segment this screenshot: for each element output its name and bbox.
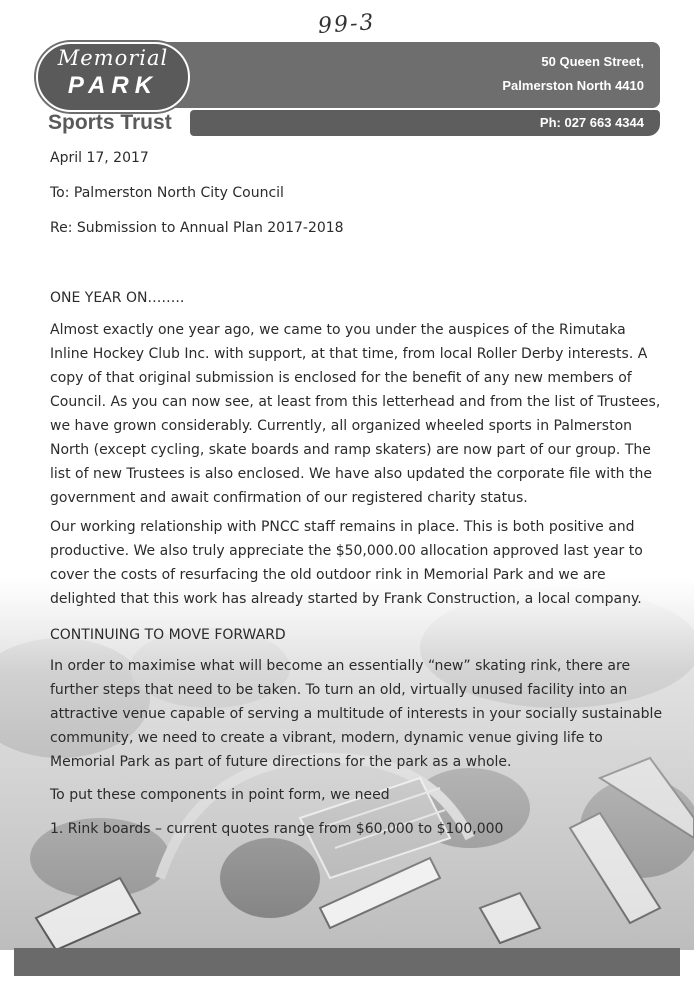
heading-continuing: CONTINUING TO MOVE FORWARD (50, 627, 286, 643)
paragraph-line: In order to maximise what will become an essentially “new” skating rink, there are (50, 658, 631, 674)
handwritten-page-number: 99-3 (317, 10, 377, 39)
address-line-2: Palmerston North 4410 (502, 78, 644, 93)
paragraph-line: Inline Hockey Club Inc. with support, at that time, from local Roller Derby interests. A (50, 346, 648, 362)
letter-date: April 17, 2017 (50, 150, 149, 166)
paragraph-line: Our working relationship with PNCC staff remains in place. This is both positive and (50, 519, 635, 535)
letter-subject: Re: Submission to Annual Plan 2017-2018 (50, 220, 344, 236)
logo-sports-trust-text: Sports Trust (48, 111, 172, 134)
paragraph-line: attractive venue capable of serving a multitude of interests in your socially sustainable (50, 706, 663, 722)
paragraph-line: Almost exactly one year ago, we came to you under the auspices of the Rimutaka (50, 322, 626, 338)
paragraph-2 (50, 515, 650, 611)
paragraph-line: productive. We also truly appreciate the $50,000.00 allocation approved last year to (50, 543, 643, 559)
paragraph-line: cover the costs of resurfacing the old outdoor rink in Memorial Park and we are (50, 567, 606, 583)
paragraph-line: further steps that need to be taken. To turn an old, virtually unused facility into an (50, 682, 628, 698)
heading-one-year-on: ONE YEAR ON…….. (50, 290, 185, 306)
logo-park-text: PARK (67, 72, 159, 99)
paragraph-line: we have grown considerably. Currently, all organized wheeled sports in Palmerston (50, 418, 633, 434)
paragraph-line: community, we need to create a vibrant, modern, dynamic venue giving life to (50, 730, 603, 746)
footer-bar (14, 948, 680, 976)
paragraph-3 (50, 654, 663, 774)
paragraph-line: copy of that original submission is enclosed for the benefit of any new members of (50, 370, 632, 386)
paragraph-line: government and await confirmation of our registered charity status. (50, 490, 528, 506)
paragraph-line: delighted that this work has already started by Frank Construction, a local company. (50, 591, 642, 607)
paragraph-4: To put these components in point form, we need (50, 787, 390, 803)
phone-number: Ph: 027 663 4344 (539, 115, 644, 130)
paragraph-line: Council. As you can now see, at least from this letterhead and from the list of Trustees, (50, 394, 661, 410)
paragraph-line: Memorial Park as part of future directions for the park as a whole. (50, 754, 512, 770)
letter-recipient: To: Palmerston North City Council (50, 185, 284, 201)
paragraph-line: list of new Trustees is also enclosed. We have also updated the corporate file with the (50, 466, 652, 482)
list-item-rink-boards: 1. Rink boards – current quotes range from $60,000 to $100,000 (50, 821, 504, 837)
paragraph-1 (50, 318, 661, 510)
paragraph-line: North (except cycling, skate boards and ramp skaters) are now part of our group. The (50, 442, 651, 458)
address-line-1: 50 Queen Street, (541, 54, 644, 69)
logo-memorial-text: Memorial (57, 46, 169, 70)
